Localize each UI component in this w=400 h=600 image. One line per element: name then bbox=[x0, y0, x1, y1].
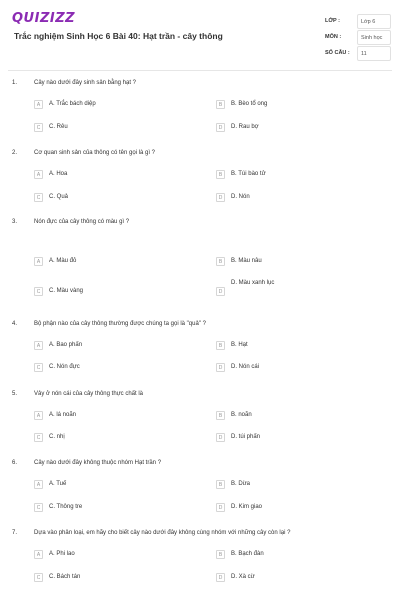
header-divider bbox=[8, 70, 392, 71]
option-text: B. Bạch đàn bbox=[231, 551, 264, 557]
question-text: Vảy ở nón cái của cây thông thực chất là bbox=[34, 391, 144, 397]
question-text: Cơ quan sinh sản của thông có tên gọi là gì ? bbox=[34, 150, 156, 156]
option-text: D. Nón bbox=[231, 194, 250, 200]
question-number: 6. bbox=[12, 460, 18, 466]
option-text: B. Túi bào tử bbox=[231, 171, 266, 177]
worksheet-header bbox=[0, 0, 400, 72]
option-letter-box: C bbox=[34, 363, 43, 372]
option-text: B. Màu nâu bbox=[231, 258, 262, 264]
option-text: C. Nón đực bbox=[49, 364, 80, 370]
question-number: 1. bbox=[12, 80, 18, 86]
option-text: D. Nón cái bbox=[231, 364, 260, 370]
option-text: D. Xà cừ bbox=[231, 574, 255, 580]
option-text: D. túi phấn bbox=[231, 434, 261, 440]
option-letter-box: D bbox=[216, 573, 225, 582]
option-text: B. noãn bbox=[231, 412, 252, 418]
option-letter-box: B bbox=[216, 100, 225, 109]
option-letter-box: A bbox=[34, 170, 43, 179]
quizizz-logo: QUIZIZZ bbox=[12, 11, 76, 26]
option-letter-box: C bbox=[34, 287, 43, 296]
option-letter-box: C bbox=[34, 123, 43, 132]
question-text: Cây nào dưới đây không thuộc nhóm Hạt trần ? bbox=[34, 460, 162, 466]
option-text: C. Màu vàng bbox=[49, 288, 84, 294]
option-letter-box: B bbox=[216, 170, 225, 179]
option-text: A. Trắc bách diệp bbox=[49, 101, 96, 107]
option-text: A. Tuế bbox=[49, 481, 67, 487]
question-text: Bộ phận nào của cây thông thường được chúng ta gọi là "quả" ? bbox=[34, 321, 206, 327]
option-letter-box: A bbox=[34, 257, 43, 266]
option-letter-box: D bbox=[216, 287, 225, 296]
option-text: C. Bách tán bbox=[49, 574, 81, 580]
option-letter-box: C bbox=[34, 193, 43, 202]
option-letter-box: B bbox=[216, 480, 225, 489]
option-letter-box: D bbox=[216, 123, 225, 132]
option-letter-box: D bbox=[216, 433, 225, 442]
option-text: D. Kim giao bbox=[231, 504, 263, 510]
option-text: A. Bao phấn bbox=[49, 342, 83, 348]
option-letter-box: A bbox=[34, 341, 43, 350]
option-text: B. Bèo tổ ong bbox=[231, 101, 268, 107]
option-letter-box: C bbox=[34, 433, 43, 442]
meta-grade-label: LỚP : bbox=[325, 18, 340, 24]
meta-grade bbox=[325, 14, 395, 30]
option-letter-box: D bbox=[216, 503, 225, 512]
option-text: D. Rau bợ bbox=[231, 124, 259, 130]
option-letter-box: C bbox=[34, 503, 43, 512]
option-letter-box: A bbox=[34, 550, 43, 559]
option-text: B. Hạt bbox=[231, 342, 248, 348]
option-text: B. Dừa bbox=[231, 481, 251, 487]
option-text: A. Hoa bbox=[49, 171, 68, 177]
option-letter-box: A bbox=[34, 100, 43, 109]
meta-grade-value: Lớp 6 bbox=[357, 14, 391, 29]
option-letter-box: B bbox=[216, 411, 225, 420]
worksheet-title: Trắc nghiệm Sinh Học 6 Bài 40: Hạt trần - cây thông bbox=[14, 31, 223, 41]
question-text: Dựa vào phân loại, em hãy cho biết cây nào dưới đây không cùng nhóm với những cây còn lại ? bbox=[34, 530, 291, 536]
question-number: 3. bbox=[12, 219, 18, 225]
option-letter-box: B bbox=[216, 550, 225, 559]
option-text: C. Quả bbox=[49, 194, 69, 200]
option-letter-box: D bbox=[216, 193, 225, 202]
option-letter-box: B bbox=[216, 341, 225, 350]
option-text: C. Thông tre bbox=[49, 504, 83, 510]
question-number: 4. bbox=[12, 321, 18, 327]
option-text: A. lá noãn bbox=[49, 412, 77, 418]
option-letter-box: B bbox=[216, 257, 225, 266]
option-letter-box: D bbox=[216, 363, 225, 372]
question-number: 2. bbox=[12, 150, 18, 156]
question-number: 5. bbox=[12, 391, 18, 397]
meta-subject-value: Sinh học bbox=[357, 30, 391, 45]
question-number: 7. bbox=[12, 530, 18, 536]
meta-count-label: SỐ CÂU : bbox=[325, 50, 350, 56]
option-text: A. Màu đỏ bbox=[49, 258, 77, 264]
meta-subject-label: MÔN : bbox=[325, 34, 342, 40]
question-text: Cây nào dưới đây sinh sản bằng hạt ? bbox=[34, 80, 137, 86]
meta-count-value: 11 bbox=[357, 46, 391, 61]
option-letter-box: A bbox=[34, 411, 43, 420]
option-text: A. Phi lao bbox=[49, 551, 75, 557]
option-text: C. Rêu bbox=[49, 124, 68, 130]
option-letter-box: A bbox=[34, 480, 43, 489]
option-text: D. Màu xanh lục bbox=[231, 280, 275, 286]
option-text: C. nhị bbox=[49, 434, 65, 440]
meta-subject bbox=[325, 30, 395, 46]
question-text: Nón đực của cây thông có màu gì ? bbox=[34, 219, 130, 225]
meta-count bbox=[325, 46, 395, 62]
option-letter-box: C bbox=[34, 573, 43, 582]
